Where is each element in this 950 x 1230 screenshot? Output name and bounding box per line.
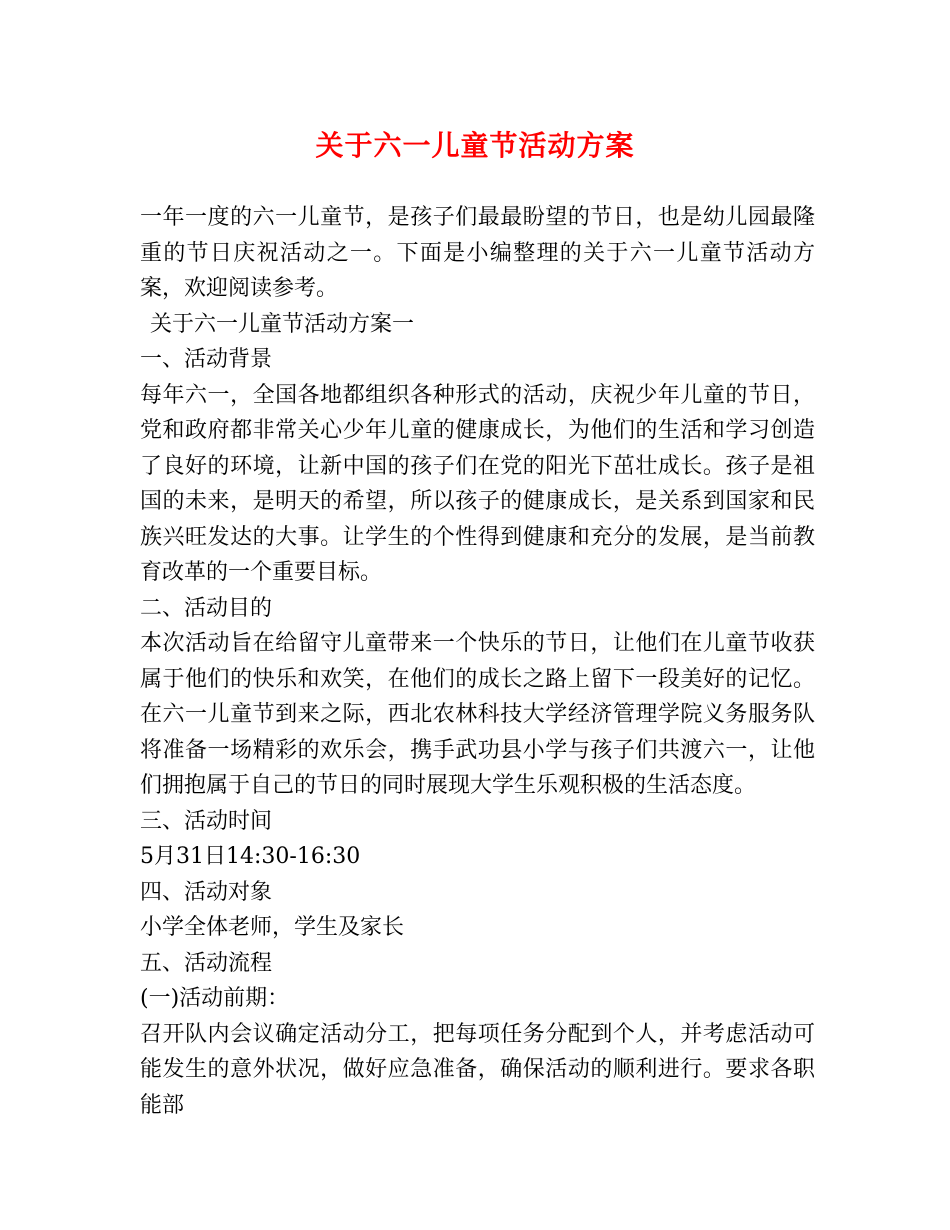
section5-heading: 五、活动流程 bbox=[140, 950, 273, 976]
section1-paragraph: 每年六一，全国各地都组织各种形式的活动，庆祝少年儿童的节日，党和政府都非常关心少年儿童的健康成长，为他们的生活和学习创造了良好的环境，让新中国的孩子们在党的阳光下茁壮成长。孩子是祖国的未来，是明天的希望，所以孩子的健康成长，是关系到国家和民族兴旺发达的大事。让学生的个性得到健康和充分的发展，是当前教育改革的一个重要目标。 bbox=[140, 382, 815, 585]
section5-subheading: (一)活动前期： bbox=[140, 986, 290, 1011]
document-title: 关于六一儿童节活动方案 bbox=[315, 129, 635, 162]
section2-heading: 二、活动目的 bbox=[140, 595, 273, 621]
section2-paragraph: 本次活动旨在给留守儿童带来一个快乐的节日，让他们在儿童节收获属于他们的快乐和欢笑，在他们的成长之路上留下一段美好的记忆。在六一儿童节到来之际，西北农林科技大学经济管理学院义务服务队将准备一场精彩的欢乐会，携手武功县小学与孩子们共渡六一，让他们拥抱属于自己的节日的同时展现大学生乐观积极的生活态度。 bbox=[140, 631, 815, 798]
section5-paragraph: 召开队内会议确定活动分工，把每项任务分配到个人，并考虑活动可能发生的意外状况，做好应急准备，确保活动的顺利进行。要求各职能部 bbox=[140, 1021, 815, 1118]
section4-heading: 四、活动对象 bbox=[140, 879, 273, 905]
intro-paragraph: 一年一度的六一儿童节，是孩子们最最盼望的节日，也是幼儿园最隆重的节日庆祝活动之一。下面是小编整理的关于六一儿童节活动方案，欢迎阅读参考。 bbox=[140, 205, 815, 301]
document-body bbox=[140, 200, 815, 1123]
section3-paragraph: 5月31日14:30-16:30 bbox=[140, 844, 361, 869]
section3-heading: 三、活动时间 bbox=[140, 808, 273, 834]
section4-paragraph: 小学全体老师，学生及家长 bbox=[140, 915, 405, 940]
section1-heading: 一、活动背景 bbox=[140, 347, 273, 372]
plan-heading: 关于六一儿童节活动方案一 bbox=[150, 311, 415, 337]
